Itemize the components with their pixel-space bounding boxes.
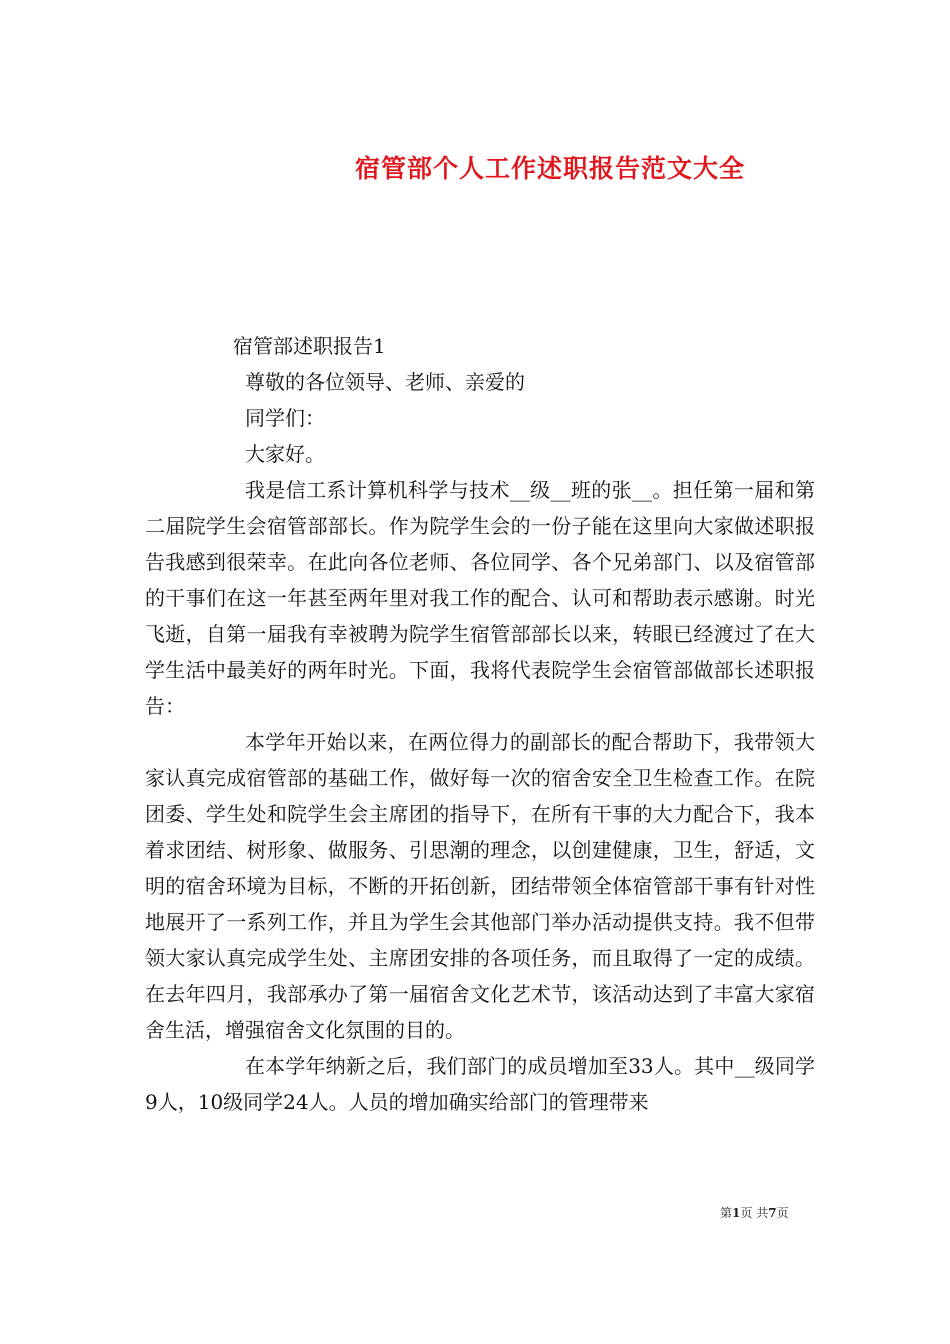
page-number-footer bbox=[0, 1204, 950, 1221]
footer-current-page: 1 bbox=[732, 1206, 741, 1220]
paragraph-intro: 我是信工系计算机科学与技术__级__班的张__。担任第一届和第二届院学生会宿管部部长。作为院学生会的一份子能在这里向大家做述职报告我感到很荣幸。在此向各位老师、各位同学、各个兄弟部门、以及宿管部的干事们在这一年甚至两年里对我工作的配合、认可和帮助表示感谢。时光飞逝，自第一届我有幸被聘为院学生宿管部部长以来，转眼已经渡过了在大学生活中最美好的两年时光。下面，我将代表院学生会宿管部做部长述职报告： bbox=[145, 478, 815, 718]
paragraph-work-summary: 本学年开始以来，在两位得力的副部长的配合帮助下，我带领大家认真完成宿管部的基础工作，做好每一次的宿舍安全卫生检查工作。在院团委、学生处和院学生会主席团的指导下，在所有干事的大力配合下，我本着求团结、树形象、做服务、引思潮的理念，以创建健康，卫生，舒适，文明的宿舍环境为目标，不断的开拓创新，团结带领全体宿管部干事有针对性地展开了一系列工作，并且为学生会其他部门举办活动提供支持。我不但带领大家认真完成学生处、主席团安排的各项任务，而且取得了一定的成绩。在去年四月，我部承办了第一届宿舍文化艺术节，该活动达到了丰富大家宿舍生活，增强宿舍文化氛围的目的。 bbox=[145, 730, 815, 1042]
document-body bbox=[145, 328, 815, 1120]
footer-prefix: 第 bbox=[720, 1206, 733, 1220]
report-subheading: 宿管部述职报告1 bbox=[233, 334, 386, 358]
footer-suffix: 页 bbox=[776, 1206, 789, 1220]
greeting: 大家好。 bbox=[245, 442, 325, 466]
salutation-line-1: 尊敬的各位领导、老师、亲爱的 bbox=[245, 370, 525, 394]
paragraph-membership: 在本学年纳新之后，我们部门的成员增加至33人。其中__级同学9人，10级同学24人。人员的增加确实给部门的管理带来 bbox=[145, 1054, 815, 1114]
footer-middle: 页 共 bbox=[740, 1206, 769, 1220]
footer-total-pages: 7 bbox=[768, 1206, 777, 1220]
document-title: 宿管部个人工作述职报告范文大全 bbox=[355, 153, 746, 183]
salutation-line-2: 同学们： bbox=[245, 406, 325, 430]
